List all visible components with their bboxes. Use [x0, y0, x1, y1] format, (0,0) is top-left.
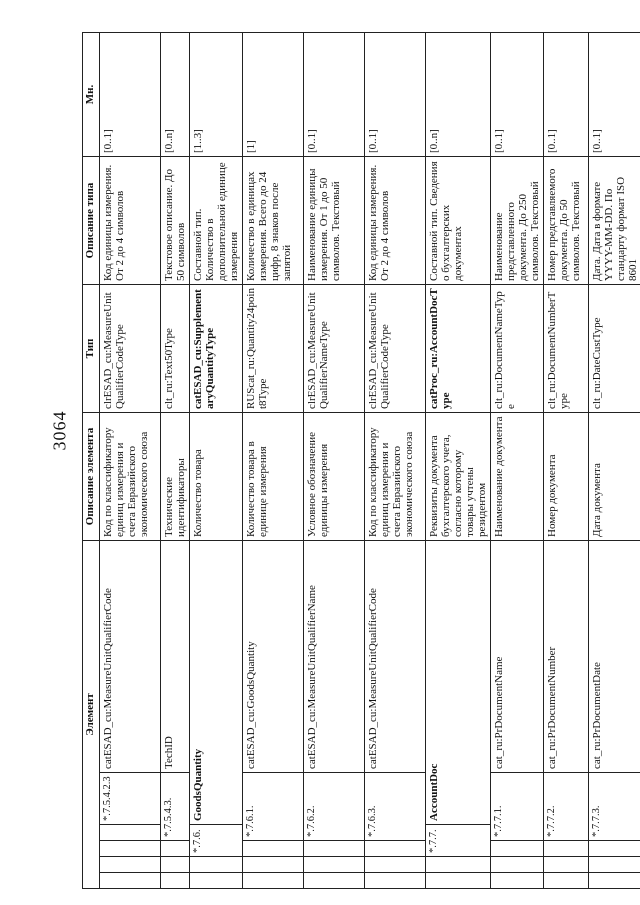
type-description: Составной тип. Сведения о бухгалтерских документах	[426, 157, 491, 285]
element-number: *.7.6.	[190, 825, 243, 857]
header-type: Тип	[83, 285, 100, 413]
type-description: Номер представляемого документа. До 50 символов. Текстовый	[544, 157, 589, 285]
element-name: GoodsQuantity	[190, 541, 243, 825]
type-description: Количество в единицах измерения. Всего до 24 цифр, 8 знаков после запятой	[243, 157, 304, 285]
element-description: Код по классификатору единиц измерения и счета Евразийского экономического союза	[365, 413, 426, 541]
element-type: clrESAD_cu:MeasureUnitQualifierCodeType	[100, 285, 161, 413]
element-name: TechID	[161, 541, 190, 773]
element-number: *.7.7.2.	[544, 773, 589, 841]
type-description: Дата. Дата в формате YYYY-MM-DD. По стандарту формат ISO 8601	[589, 157, 640, 285]
element-type: clrESAD_cu:MeasureUnitQualifierCodeType	[365, 285, 426, 413]
element-description: Технические идентификаторы	[161, 413, 190, 541]
element-description: Количество товара	[190, 413, 243, 541]
element-description: Реквизиты документа бухгалтерского учета, согласно которому товары учтены резидентом	[426, 413, 491, 541]
element-name: catESAD_cu:MeasureUnitQualifierName	[304, 541, 365, 773]
element-number: *.7.7.1.	[491, 773, 544, 841]
element-name: catESAD_cu:GoodsQuantity	[243, 541, 304, 773]
table-row	[190, 33, 243, 889]
table-row	[426, 33, 491, 889]
header-multiplicity: Мн.	[83, 33, 100, 157]
element-type: clt_ru:DocumentNumberType	[544, 285, 589, 413]
element-name: cat_ru:PrDocumentDate	[589, 541, 640, 773]
multiplicity: [0..1]	[100, 33, 161, 157]
element-number: *.7.7.3.	[589, 773, 640, 841]
element-description: Условное обозначение единицы измерения	[304, 413, 365, 541]
table-row	[544, 33, 589, 889]
element-type: clt_ru:DateCustType	[589, 285, 640, 413]
type-description: Наименование единицы измерения. От 1 до 50 символов. Текстовый	[304, 157, 365, 285]
multiplicity: [0..n]	[426, 33, 491, 157]
type-description: Наименование представленного документа. До 250 символов. Текстовый	[491, 157, 544, 285]
multiplicity: [0..n]	[161, 33, 190, 157]
type-description: Код единицы измерения. От 2 до 4 символов	[365, 157, 426, 285]
element-type: catESAD_cu:SupplementaryQuantityType	[190, 285, 243, 413]
element-table	[82, 32, 640, 889]
rotated-document	[82, 33, 639, 889]
element-type: catProc_ru:AccountDocType	[426, 285, 491, 413]
multiplicity: [0..1]	[544, 33, 589, 157]
element-description: Код по классификатору единиц измерения и счета Евразийского экономического союза	[100, 413, 161, 541]
header-element: Элемент	[83, 541, 100, 889]
element-number: *.7.5.4.2.3	[100, 773, 161, 825]
multiplicity: [0..1]	[589, 33, 640, 157]
table-header-row	[83, 33, 100, 889]
table-row	[161, 33, 190, 889]
type-description: Составной тип. Количество в дополнительной единице измерения	[190, 157, 243, 285]
element-name: catESAD_cu:MeasureUnitQualifierCode	[365, 541, 426, 773]
table-row	[589, 33, 640, 889]
element-name: catESAD_cu:MeasureUnitQualifierCode	[100, 541, 161, 773]
table-row	[100, 33, 161, 889]
multiplicity: [0..1]	[491, 33, 544, 157]
table-row	[243, 33, 304, 889]
element-number: *.7.6.2.	[304, 773, 365, 841]
type-description: Код единицы измерения. От 2 до 4 символов	[100, 157, 161, 285]
element-type: clrESAD_cu:MeasureUnitQualifierNameType	[304, 285, 365, 413]
element-number: *.7.7.	[426, 825, 491, 857]
page-number: 3064	[49, 410, 70, 451]
element-number: *.7.6.1.	[243, 773, 304, 841]
table-row	[365, 33, 426, 889]
table-row	[491, 33, 544, 889]
element-name: cat_ru:PrDocumentName	[491, 541, 544, 773]
element-description: Дата документа	[589, 413, 640, 541]
element-type: clt_ru:Text50Type	[161, 285, 190, 413]
element-name: cat_ru:PrDocumentNumber	[544, 541, 589, 773]
element-description: Номер документа	[544, 413, 589, 541]
type-description: Текстовое описание. До 50 символов	[161, 157, 190, 285]
element-type: RUScat_ru:Quantity24point8Type	[243, 285, 304, 413]
multiplicity: [1..3]	[190, 33, 243, 157]
element-type: clt_ru:DocumentNameType	[491, 285, 544, 413]
header-description: Описание элемента	[83, 413, 100, 541]
element-number: *.7.6.3.	[365, 773, 426, 841]
element-description: Количество товара в единице измерения	[243, 413, 304, 541]
table-row	[304, 33, 365, 889]
header-type-description: Описание типа	[83, 157, 100, 285]
multiplicity: [0..1]	[304, 33, 365, 157]
element-number: *.7.5.4.3.	[161, 773, 190, 841]
multiplicity: [1]	[243, 33, 304, 157]
element-description: Наименование документа	[491, 413, 544, 541]
multiplicity: [0..1]	[365, 33, 426, 157]
element-name: AccountDoc	[426, 541, 491, 825]
